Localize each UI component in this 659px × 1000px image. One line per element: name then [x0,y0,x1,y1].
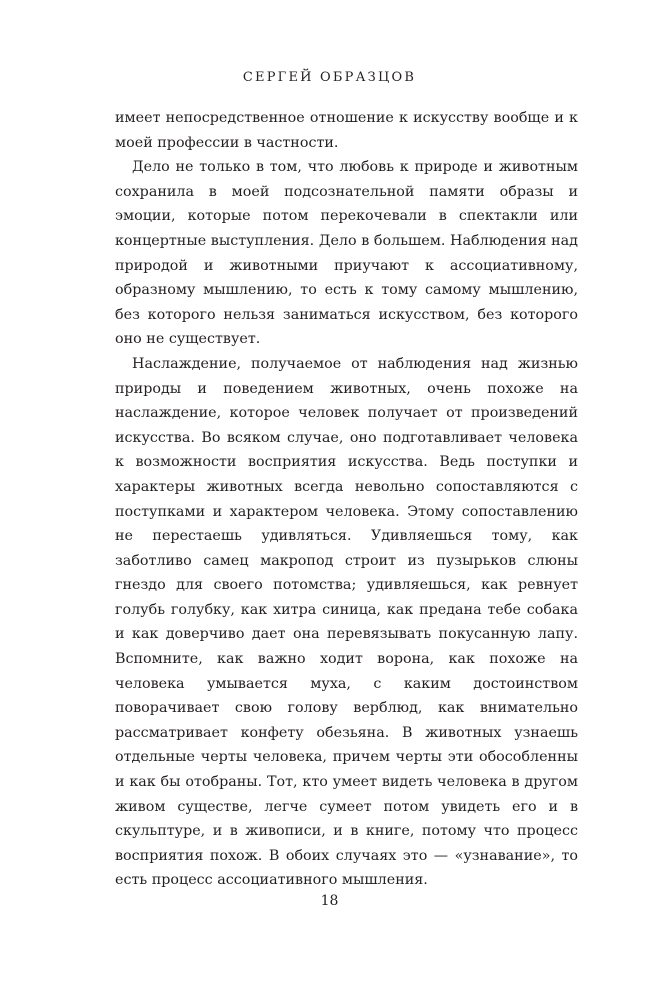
body-text [115,106,578,893]
running-head: СЕРГЕЙ ОБРАЗЦОВ [242,70,417,85]
paragraph: Наслаждение, получаемое от наблюдения над жизнью природы и поведением животных, очень похоже на наслаждение, которое человек получает от произведений искусства. Во всяком случае, оно подготавливает человека к возможности восприятия искусства. Ведь поступки и характеры животных всегда невольно сопоставляются с поступками и характером человека. Этому сопоставлению не перестаешь удивляться. Удивляешься тому, как заботливо самец макропод строит из пузырьков слюны гнездо для своего потомства; удивляешься, как ревнует голубь голубку, как хитра синица, как предана тебе собака и как доверчиво дает она перевязывать покусанную лапу. Вспомните, как важно ходит ворона, как похоже на человека умывается муха, с каким достоинством поворачивает свою голову верблюд, как внимательно рассматривает конфету обезьяна. В животных узнаешь отдельные черты человека, причем черты эти обособленны и как бы отобраны. Тот, кто умеет видеть человека в другом живом существе, легче сумеет потом увидеть его и в скульптуре, и в живописи, и в книге, потому что процесс восприятия похож. В обоих случаях это — «узнавание», то есть процесс ассоциативного мышления. [115,355,578,889]
paragraph-continuation: имеет непосредственное отношение к искусству вообще и к моей профессии в частности. [115,110,578,151]
paragraph: Дело не только в том, что любовь к природе и животным сохранила в моей подсознательной памяти образы и эмоции, которые потом перекочевали в спектакли или концертные выступления. Дело в большем. Наблюдения над природой и животными приучают к ассоциативному, образному мышлению, то есть к тому самому мышлению, без которого нельзя заниматься искусством, без которого оно не существует. [115,159,578,348]
page-number: 18 [320,893,339,909]
